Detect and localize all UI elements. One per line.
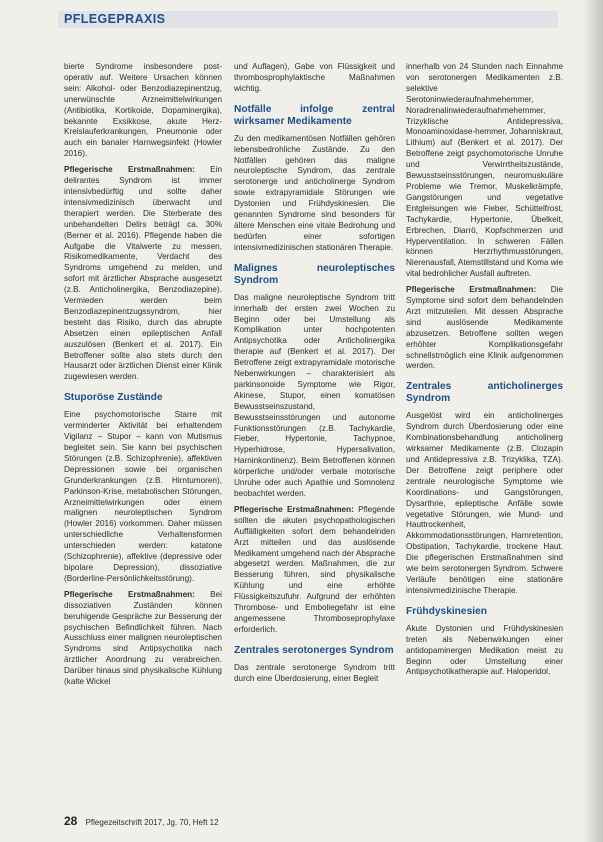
heading-notfaelle: Notfälle infolge zentral wirksamer Medikamente — [234, 103, 395, 127]
heading-stuporoese-zustaende: Stuporöse Zustände — [64, 392, 163, 404]
page-footer — [64, 814, 219, 828]
paragraph: Zu den medikamentösen Notfällen gehören lebensbedrohliche Zustände. Zu den Notfällen gehören das maligne neuroleptische Syndrom, das zentrale serotonerge und anticholinerge Syndrom sowie extrapyramidale Störungen wie Dystonien und Frühdyskinesien. Die genannten Syndrome sind besonders für ältere Menschen eine vitale Bedrohung und bedürfen einer sofortigen intensivmedizinischen stationären Therapie. — [234, 133, 395, 252]
heading-fruehdyskinesien: Frühdyskinesien — [406, 605, 487, 617]
lead-in-label: Pflegerische Erstmaßnahmen: — [406, 285, 537, 295]
paragraph: Pflegerische Erstmaßnahmen: Bei dissoziativen Zuständen können beruhigende Gespräche zur Besserung der psychischen Befindlichkeit führen. Nach Ausschluss einer malignen neuroleptischen Syndroms sind Antipsychotika nach ärztlicher Anordnung zu verabreichen. Darüber hinaus sind physikalische Kühlung (kalte Wickel — [64, 589, 222, 687]
page-header — [0, 0, 603, 38]
journal-citation: Pflegezeitschrift 2017, Jg. 70, Heft 12 — [85, 818, 219, 827]
paragraph: Pflegerische Erstmaßnahmen: Ein delirantes Syndrom ist immer intensivbedürftig und sollte daher intensivmedizinisch überwacht und therapiert werden. Die Sterberate des unbehandelten Delirs beträgt ca. 30% (Berner et al. 2016). Pflegende haben die Aufgabe die Vitalwerte zu messen, Risikomedikamente, Verdacht des Syndroms umgehend zu melden, und sofort mit ärztlicher Absprache ausgesetzt (z.B. Anticholinergika, Benzodiazepine). Vermieden werden beim Benzodiazepinentzugssyndrom, hier besteht das Risiko, durch das abrupte Absetzen einen epileptischen Anfall auszulösen (Benkert et al. 2017). Ein Betroffener sollte also stets durch den Hausarzt oder ärztlichen Dienst einer Klinik zugewiesen werden. — [64, 165, 222, 382]
column-3 — [406, 62, 563, 683]
heading-serotonerges-syndrom: Zentrales serotonerges Syndrom — [234, 644, 394, 656]
column-2 — [234, 62, 395, 690]
paragraph: Das zentrale serotonerge Syndrom tritt durch eine Überdosierung, einer Begleit — [234, 662, 395, 683]
lead-in-label: Pflegerische Erstmaßnahmen: — [64, 165, 195, 175]
heading-anticholinerges-syndrom: Zentrales anticholinerges Syndrom — [406, 381, 563, 405]
paragraph: Akute Dystonien und Frühdyskinesien treten als Nebenwirkungen einer antidopaminergen Medikation meist zu Beginn oder Umstellung einer Antipsychotikatherapie auf. Haloperidol, — [406, 623, 563, 677]
heading-malignes-syndrom: Malignes neuroleptisches Syndrom — [234, 262, 395, 286]
paragraph: Eine psychomotorische Starre mit verminderter Aktivität bei erhaltendem Vigilanz – Stupor – kann von Mutismus begleitet sein. Sie kann bei psychischen Störungen (z.B. Schizophrenie), affektiven Depressionen sowie bei organischen Grunderkrankungen (z.B. Hirntumoren), Parkinson-Krise, metabolischen Störungen, Arzneimittelwirkungen oder einem malignen neuroleptischen Syndrom (Howler 2016) vorkommen. Daher müssen unterschiedliche Verhaltensformen unterschieden werden: katatone (Schizophrenie), affektive (depressive oder bipolare Depression), dissoziative (Borderline-Persönlichkeitsstörung). — [64, 410, 222, 583]
paragraph: Pflegerische Erstmaßnahmen: Die Symptome sind sofort dem behandelnden Arzt mitzuteilen. Mit dessen Absprache sind auslösende Medikamente abzusetzen. Betroffene sollten wegen erhöhter Komplikationsgefahr schnellstmöglich eine Klinik aufgenommen werden. — [406, 285, 563, 371]
paragraph: und Auflagen), Gabe von Flüssigkeit und thrombosprophylaktische Maßnahmen wichtig. — [234, 62, 395, 93]
section-title: PFLEGEPRAXIS — [64, 12, 166, 26]
paragraph: Das maligne neuroleptische Syndrom tritt innerhalb der ersten zwei Wochen zu Beginn oder bei Umstellung als Komplikation unter hochpotenten Antipsychotika oder Anticholinergika therapie auf (Benkert et al. 2017). Der Betroffene zeigt extrapyramidale motorische Nebenwirkungen – charakterisiert als parkinsonoide Symptome wie Rigor, Akinese, Stupor, einen komatösen Bewusstseinszustand, Bewusstseinsstörungen und autonome Funktionsstörungen (z.B. Tachykardie, Fieber, Hypertonie, Tachypnoe, Hyperhidrose, Hypersalivation, Harninkontinenz). Beim Betroffenen können körperliche und/oder verbale motorische Unruhe oder auch Apathie und Somnolenz beobachtet werden. — [234, 292, 395, 498]
page-number: 28 — [64, 814, 78, 828]
page-edge-shadow — [583, 0, 603, 842]
paragraph: Pflegerische Erstmaßnahmen: Pflegende sollten die akuten psychopathologischen Auffälligkeiten sofort dem behandelnden Arzt mitteilen und das auslösende Medikament umgehend nach der Absprache abgesetzt werden. Maßnahmen, die zur Besserung führen, sind physikalische Kühlung und eine erhöhte Flüssigkeitszufuhr. Aufgrund der erhöhten Thrombose- und Emboliegefahr ist eine angemessene Thromboseprophylaxe erforderlich. — [234, 504, 395, 634]
lead-in-label: Pflegerische Erstmaßnahmen: — [234, 504, 354, 514]
lead-in-label: Pflegerische Erstmaßnahmen: — [64, 589, 195, 599]
paragraph: Ausgelöst wird ein anticholinerges Syndrom durch Überdosierung oder eine Kombinationsbehandlung anticholinerg wirksamer Medikamente (z.B. Clozapin und Antidepressiva z.B. Trizyklika, TZA). Der Betroffene zeigt periphere oder zentrale neurologische Symptome wie Koordinations- und Gangstörungen, Dysarthrie, epileptische Anfälle sowie vegetative Störungen, wie Mund- und Hauttrockenheit, Akkommodationsstörungen, Harnretention, Obstipation, Tachykardie, trockene Haut. Die pflegerischen Erstmaßnahmen sind wie beim serotonergen Syndrom. Schwere Verläufe benötigen eine stationäre intensivmedizinische Therapie. — [406, 411, 563, 595]
paragraph: bierte Syndrome insbesondere post-operativ auf. Weitere Ursachen können sein: Alkohol- oder Benzodiazepinentzug, unerwünschte Arzneimittelwirkungen (Antibiotika, Kortikoide, Dopaminergika), bekannte Exsikkose, akute Herz-Kreislauferkrankungen, Pneumonie oder auch ein banaler Harnwegsinfekt (Howler 2016). — [64, 62, 222, 159]
paragraph: innerhalb von 24 Stunden nach Einnahme von serotonergen Medikamenten z.B. selektive Serotoninwiederaufnahmehemmer, Noradrenalinwiederaufnahmehemmer, Trizyklische Antidepressiva, Monoaminoxidase-hemmer, Johanniskraut, Lithium) auf (Benkert et al. 2017). Der Betroffene zeigt psychomotorische Unruhe und Verwirrtheitszustände, Bewusstseinsstörungen, neuromuskuläre Probleme wie Tremor, Muskelkrämpfe, Gangstörungen und vegetative Entgleisungen wie Fieber, Schüttelfrost, Tachykardie, Hypertonie, Übelkeit, Erbrechen, Diarrö, Kopfschmerzen und Hyperventilation. In schweren Fällen können Herzrhythmusstörungen, Nierenausfall, Atemstillstand und Koma wie vital bedrohlicher Ausfall auftreten. — [406, 62, 564, 279]
column-1 — [64, 62, 222, 693]
